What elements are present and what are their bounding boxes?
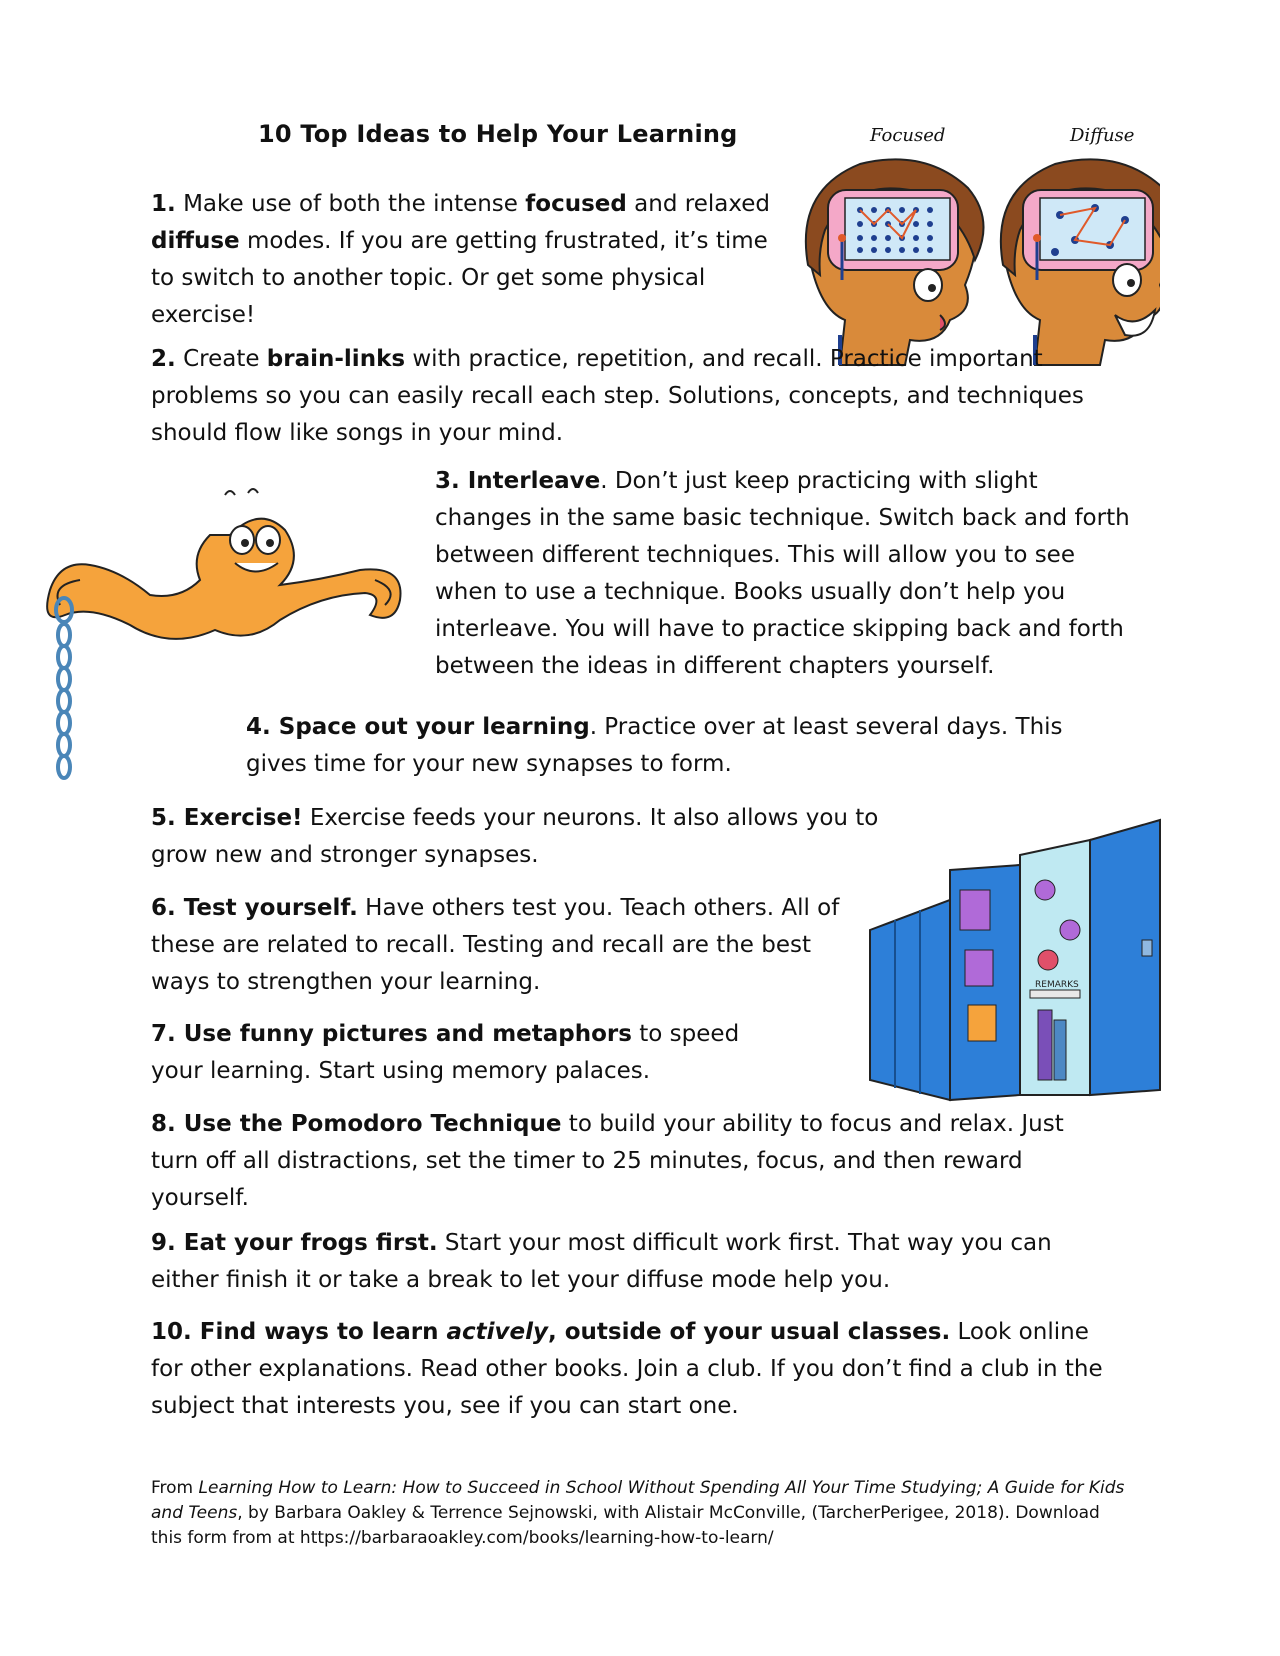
tip-9-text: Start your most difficult work first. That way you can either finish it or take a break to let your diffuse mode help you. <box>151 1230 1052 1293</box>
tip-8-heading: 8. Use the Pomodoro Technique <box>151 1111 562 1137</box>
tip-7-text: to speed your learning. Start using memory palaces. <box>151 1021 740 1084</box>
tip-9-heading: 9. Eat your frogs first. <box>151 1230 438 1256</box>
tip-5 <box>151 800 931 874</box>
tip-1-bold-focused: focused <box>525 191 627 217</box>
tip-4-heading: 4. Space out your learning <box>246 714 590 740</box>
tip-3 <box>435 463 1135 685</box>
tip-2-number: 2. <box>151 346 176 372</box>
tip-3-heading: 3. Interleave <box>435 468 601 494</box>
tip-1 <box>151 186 771 334</box>
tip-10-heading-a: 10. Find ways to learn <box>151 1319 447 1345</box>
tip-1-text-c: and relaxed <box>626 191 770 217</box>
tip-8 <box>151 1106 1111 1217</box>
tip-9 <box>151 1225 1111 1299</box>
source-book-title: Learning How to Learn: How to Succeed in School Without Spending All Your Time Studying; A Guide for Kids and Teens <box>151 1478 1125 1523</box>
tip-5-heading: 5. Exercise! <box>151 805 303 831</box>
source-rest: , by Barbara Oakley & Terrence Sejnowski, with Alistair McConville, (TarcherPerigee, 2018). Download this form from at https://barbaraoakley.com/books/learning-how-to-learn/ <box>151 1503 1100 1548</box>
tip-10-heading <box>151 1319 950 1345</box>
tip-1-bold-diffuse: diffuse <box>151 228 240 254</box>
tip-3-text: . Don’t just keep practicing with slight changes in the same basic technique. Switch back and forth between different techniques. This will allow you to see when to use a technique. Books usually don’t help you interleave. You will have to practice skipping back and forth between the ideas in different chapters yourself. <box>435 468 1130 679</box>
diffuse-caption: Diffuse <box>1070 125 1135 146</box>
focused-diffuse-brains-illustration <box>790 150 1160 370</box>
locker-tag: REMARKS <box>1035 980 1079 990</box>
tip-7 <box>151 1016 791 1090</box>
tip-5-text: Exercise feeds your neurons. It also allows you to grow new and stronger synapses. <box>151 805 879 868</box>
source-citation <box>151 1476 1131 1551</box>
tip-2-text-a: Create <box>183 346 267 372</box>
chain-icon <box>56 598 72 778</box>
locker-icon <box>870 820 1160 1100</box>
tip-1-text-d: modes. If you are getting frustrated, it’s time to switch to another topic. Or get some physical exercise! <box>151 228 768 328</box>
locker-illustration <box>860 810 1170 1115</box>
tip-6-text: Have others test you. Teach others. All of these are related to recall. Testing and recall are the best ways to strengthen your learning. <box>151 895 840 995</box>
tip-6-heading: 6. Test yourself. <box>151 895 358 921</box>
tip-10-heading-italic: actively <box>446 1319 548 1345</box>
tip-2-text-c: with practice, repetition, and recall. Practice important problems so you can easily recall each step. Solutions, concepts, and techniques should flow like songs in your mind. <box>151 346 1084 446</box>
tip-10 <box>151 1314 1111 1425</box>
source-from: From <box>151 1478 199 1498</box>
tip-8-text: to build your ability to focus and relax. Just turn off all distractions, set the timer to 25 minutes, focus, and then reward yourself. <box>151 1111 1064 1211</box>
tip-4-text: . Practice over at least several days. This gives time for your new synapses to form. <box>246 714 1063 777</box>
tip-10-text: Look online for other explanations. Read other books. Join a club. If you don’t find a club in the subject that interests you, see if you can start one. <box>151 1319 1103 1419</box>
tip-4 <box>246 709 1126 783</box>
page-title: 10 Top Ideas to Help Your Learning <box>258 120 738 148</box>
tip-2-bold: brain-links <box>266 346 406 372</box>
diffuse-head-icon <box>1001 159 1160 365</box>
focused-head-icon <box>806 159 984 365</box>
tip-2 <box>151 341 1091 452</box>
octopus-icon <box>47 489 400 639</box>
focused-caption: Focused <box>870 125 946 146</box>
tip-10-heading-b: , outside of your usual classes. <box>548 1319 951 1345</box>
tip-7-heading: 7. Use funny pictures and metaphors <box>151 1021 632 1047</box>
tip-1-number: 1. <box>151 191 176 217</box>
tip-6 <box>151 890 841 1001</box>
tip-1-text-a: Make use of both the intense <box>183 191 526 217</box>
